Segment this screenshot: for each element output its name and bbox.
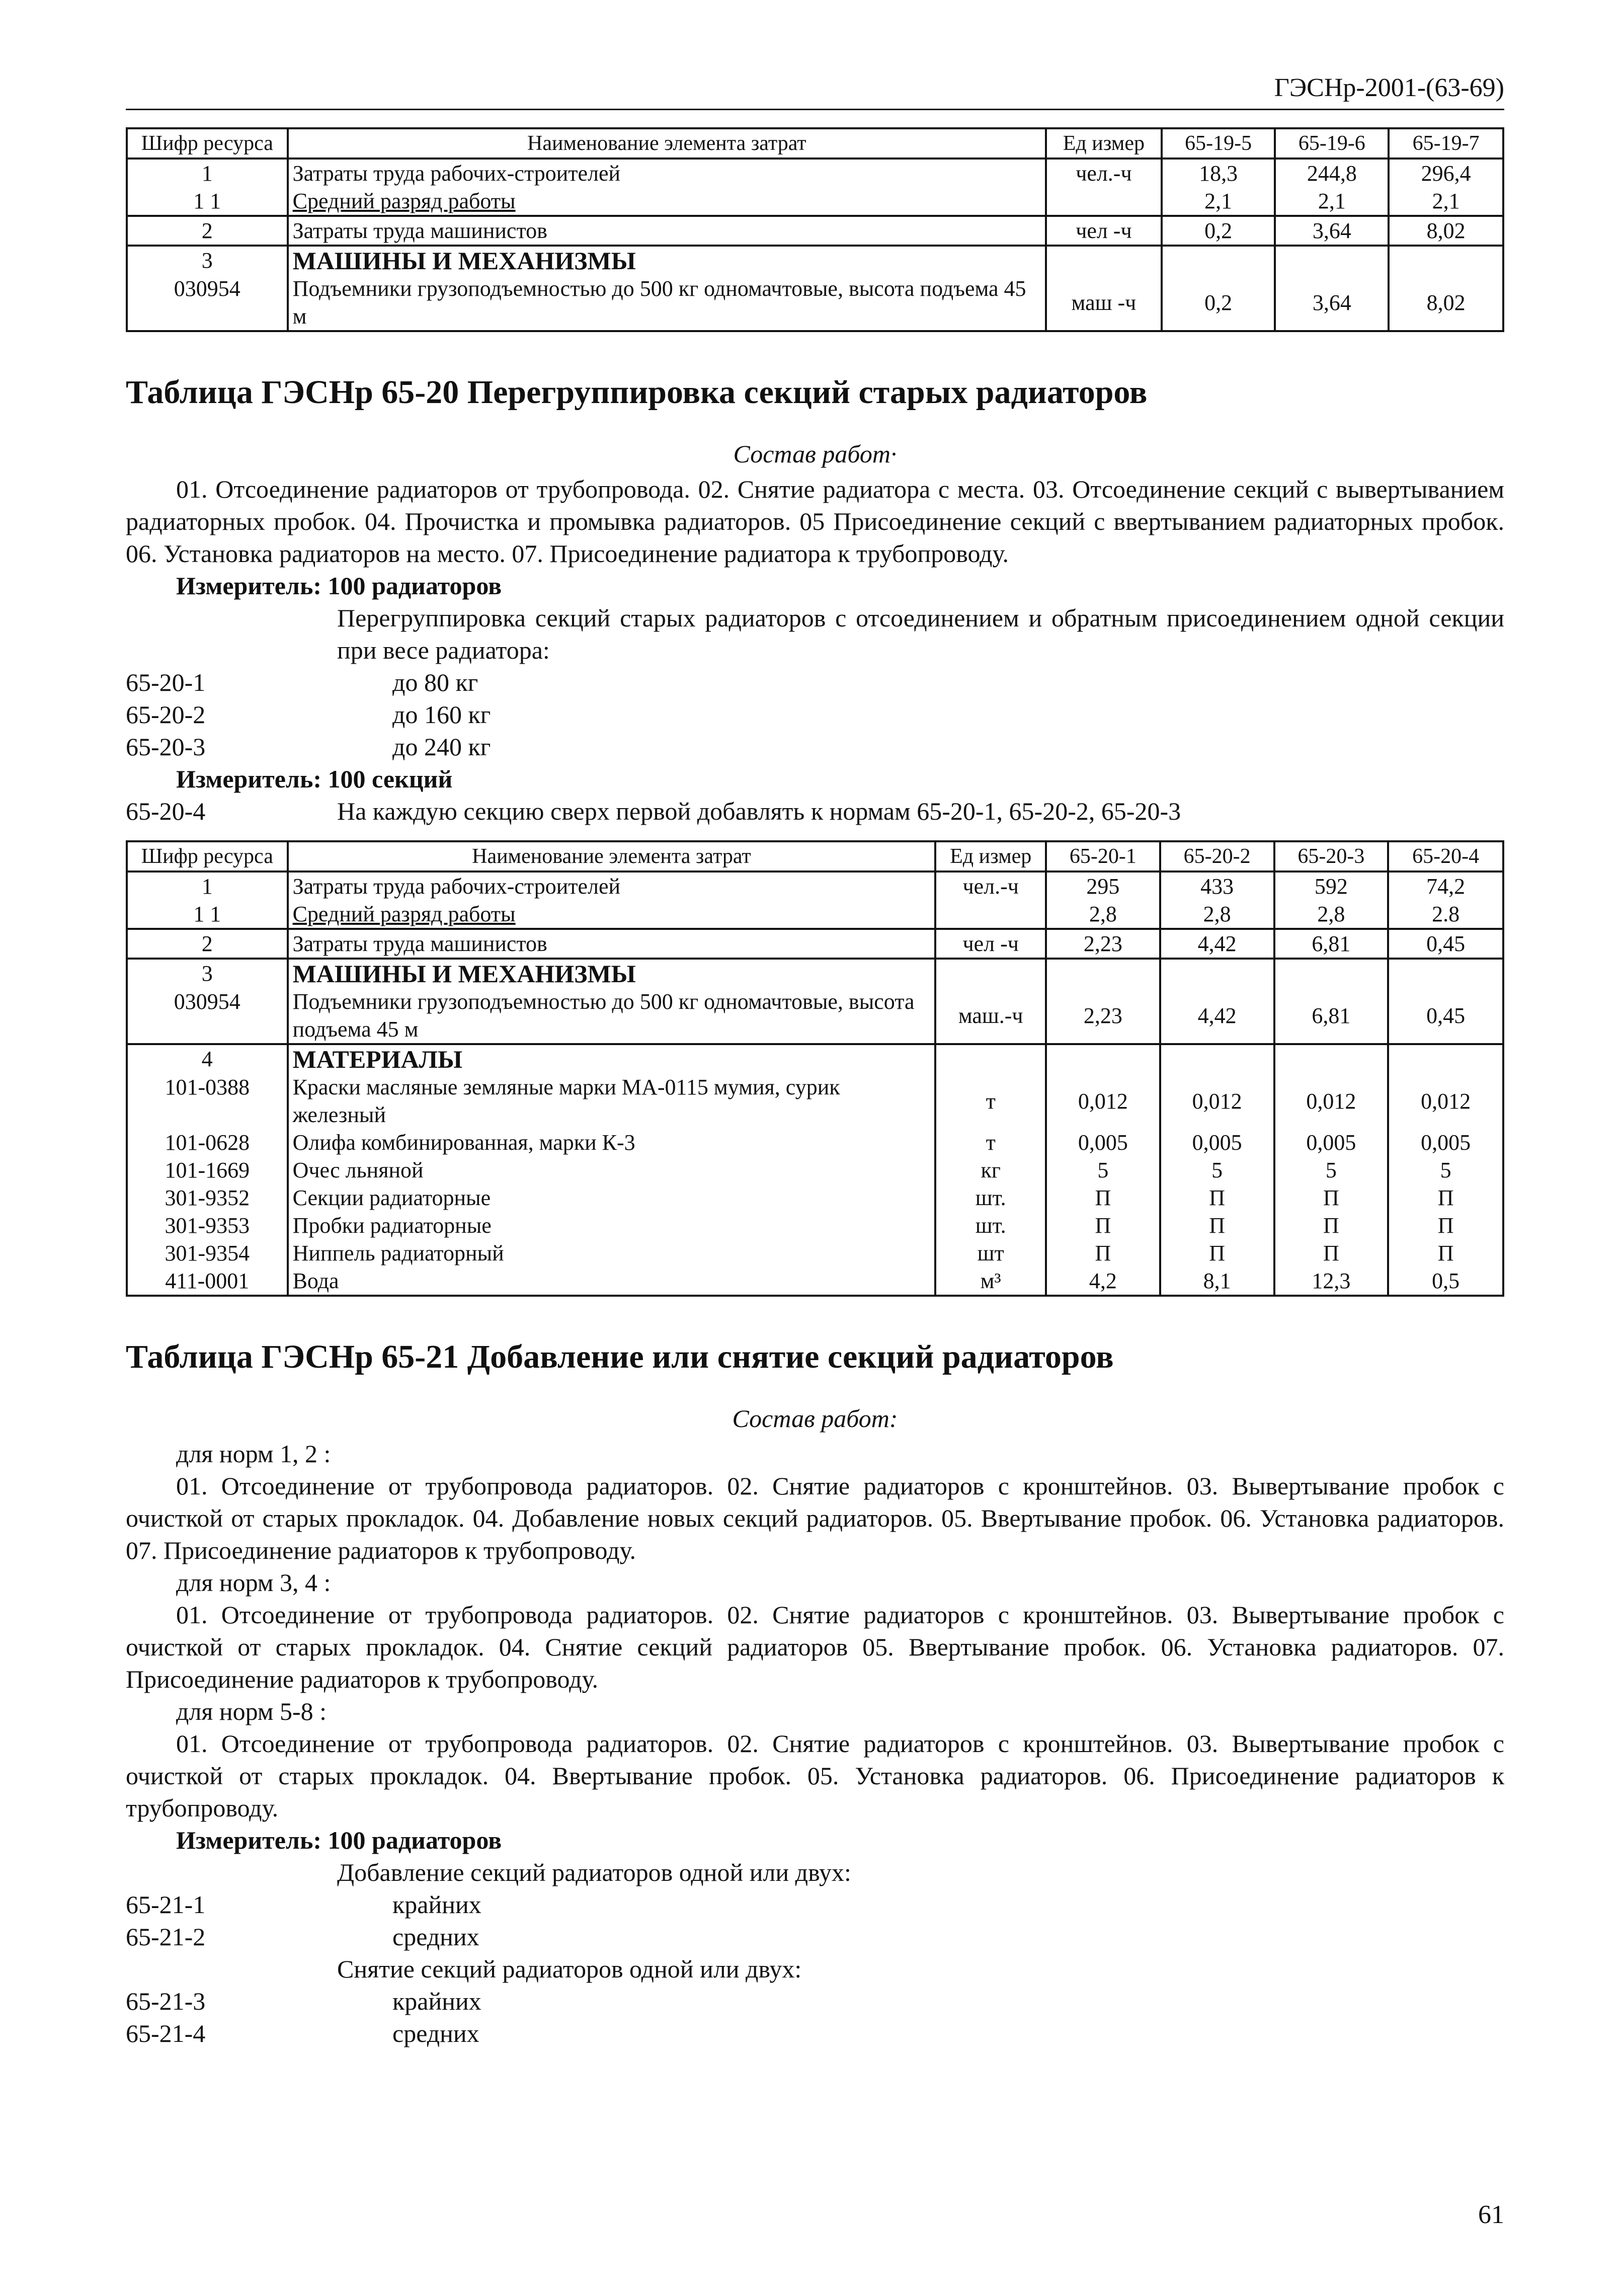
norms-group-label: для норм 1, 2 : xyxy=(176,1440,331,1468)
section-title-65-20: Таблица ГЭСНр 65-20 Перегруппировка секций старых радиаторов xyxy=(126,374,1148,411)
table-section-row: 3 МАШИНЫ И МЕХАНИЗМЫ xyxy=(127,959,1503,988)
norm-description: Перегруппировка секций старых радиаторов с отсоединением и обратным присоединением одной секции при весе радиатора: xyxy=(337,604,1504,664)
norms-group-label: для норм 3, 4 : xyxy=(176,1568,331,1597)
col-norm-header: 65-19-6 xyxy=(1275,128,1389,159)
table-section-row: 4 МАТЕРИАЛЫ xyxy=(127,1044,1503,1073)
table-row: 411-0001 Вода м³ 4,2 8,1 12,3 0,5 xyxy=(127,1267,1503,1296)
works-description: 01. Отсоединение от трубопровода радиаторов. 02. Снятие радиаторов с кронштейнов. 03. Вывертывание пробок с очисткой от старых прокладок. 04. Добавление новых секций радиаторов. 05. Ввертывание пробок. 06. Установка радиаторов. 07. Присоединение радиаторов к трубопроводу. xyxy=(126,1472,1504,1564)
col-norm-header: 65-19-5 xyxy=(1162,128,1275,159)
norm-item: 65-21-2 средних xyxy=(126,1923,479,1951)
table-row: 2 Затраты труда машинистов чел -ч 2,23 4,42 6,81 0,45 xyxy=(127,929,1503,959)
norms-group-label: для норм 5-8 : xyxy=(176,1697,327,1725)
norm-description: Снятие секций радиаторов одной или двух: xyxy=(337,1955,802,1983)
table-header-row xyxy=(127,841,1503,872)
works-heading: Состав работ: xyxy=(732,1404,898,1433)
works-description: 01. Отсоединение от трубопровода радиаторов. 02. Снятие радиаторов с кронштейнов. 03. Вывертывание пробок с очисткой от старых прокладок. 04. Ввертывание пробок. 05. Установка радиаторов. 06. Присоединение радиаторов к трубопроводу. xyxy=(126,1729,1504,1822)
table-row: 1 1 Средний разряд работы 2,1 2,1 2,1 xyxy=(127,187,1503,216)
norm-item: 65-20-1 до 80 кг xyxy=(126,668,478,696)
works-description: 01. Отсоединение радиаторов от трубопровода. 02. Снятие радиатора с места. 03. Отсоединение секций с вывертыванием радиаторных пробок. 04. Прочистка и промывка радиаторов. 05 Присоединение секций с ввертыванием радиаторных пробок. 06. Установка радиаторов на место. 07. Присоединение радиатора к трубопроводу. xyxy=(126,475,1504,568)
measure-unit: Измеритель: 100 радиаторов xyxy=(176,572,502,600)
norm-item: 65-20-4 На каждую секцию сверх первой добавлять к нормам 65-20-1, 65-20-2, 65-20-3 xyxy=(126,797,1181,825)
col-unit-header: Ед измер xyxy=(1046,128,1162,159)
norm-item: 65-20-2 до 160 кг xyxy=(126,700,491,729)
table-header-row xyxy=(127,128,1503,159)
table-row: 030954 Подъемники грузоподъемностью до 500 кг одномачтовые, высота подъема 45 м маш -ч 0,2 3,64 8,02 xyxy=(127,275,1503,331)
measure-unit: Измеритель: 100 радиаторов xyxy=(176,1826,502,1854)
table-row: 1 Затраты труда рабочих-строителей чел.-ч 295 433 592 74,2 xyxy=(127,872,1503,900)
norm-description: Добавление секций радиаторов одной или двух: xyxy=(337,1858,851,1886)
works-heading: Состав работ· xyxy=(733,440,897,468)
works-description: 01. Отсоединение от трубопровода радиаторов. 02. Снятие радиаторов с кронштейнов. 03. Вывертывание пробок с очисткой от старых прокладок. 04. Снятие секций радиаторов 05. Ввертывание пробок. 06. Установка радиаторов. 07. Присоединение радиаторов к трубопроводу. xyxy=(126,1601,1504,1693)
table-row: 101-1669 Очес льняной кг 5 5 5 5 xyxy=(127,1156,1503,1184)
col-norm-header: 65-20-3 xyxy=(1274,841,1389,872)
norm-item: 65-21-3 крайних xyxy=(126,1987,481,2015)
col-norm-header: 65-20-1 xyxy=(1046,841,1160,872)
section-title-65-21: Таблица ГЭСНр 65-21 Добавление или снятие секций радиаторов xyxy=(126,1338,1114,1375)
cost-table-65-19 xyxy=(126,127,1504,332)
table-row: 101-0628 Олифа комбинированная, марки К-3 т 0,005 0,005 0,005 0,005 xyxy=(127,1129,1503,1156)
table-row: 301-9354 Ниппель радиаторный шт П П П П xyxy=(127,1239,1503,1267)
table-row: 301-9353 Пробки радиаторные шт. П П П П xyxy=(127,1212,1503,1239)
document-page xyxy=(126,70,1504,2274)
col-code-header: Шифр ресурса xyxy=(127,841,288,872)
page-number: 61 xyxy=(1478,2200,1504,2229)
measure-unit: Измеритель: 100 секций xyxy=(176,765,453,793)
norm-item: 65-21-4 средних xyxy=(126,2019,479,2047)
table-row: 1 Затраты труда рабочих-строителей чел.-ч 18,3 244,8 296,4 xyxy=(127,159,1503,187)
table-row: 301-9352 Секции радиаторные шт. П П П П xyxy=(127,1184,1503,1212)
table-row: 101-0388 Краски масляные земляные марки МА-0115 мумия, сурик железный т 0,012 0,012 0,012 0,012 xyxy=(127,1073,1503,1129)
norm-item: 65-21-1 крайних xyxy=(126,1890,481,1919)
table-row: 030954 Подъемники грузоподъемностью до 500 кг одномачтовые, высота подъема 45 м маш.-ч 2,23 4,42 6,81 0,45 xyxy=(127,988,1503,1044)
col-name-header: Наименование элемента затрат xyxy=(288,841,936,872)
table-row: 1 1 Средний разряд работы 2,8 2,8 2,8 2.8 xyxy=(127,900,1503,929)
col-unit-header: Ед измер xyxy=(935,841,1046,872)
col-norm-header: 65-20-4 xyxy=(1388,841,1503,872)
cost-table-65-20 xyxy=(126,840,1504,1297)
table-section-row: 3 МАШИНЫ И МЕХАНИЗМЫ xyxy=(127,246,1503,275)
col-name-header: Наименование элемента затрат xyxy=(288,128,1046,159)
col-code-header: Шифр ресурса xyxy=(127,128,288,159)
running-header: ГЭСНр-2001-(63-69) xyxy=(126,70,1504,110)
col-norm-header: 65-20-2 xyxy=(1160,841,1274,872)
norm-item: 65-20-3 до 240 кг xyxy=(126,733,491,761)
col-norm-header: 65-19-7 xyxy=(1389,128,1503,159)
table-row: 2 Затраты труда машинистов чел -ч 0,2 3,64 8,02 xyxy=(127,216,1503,246)
